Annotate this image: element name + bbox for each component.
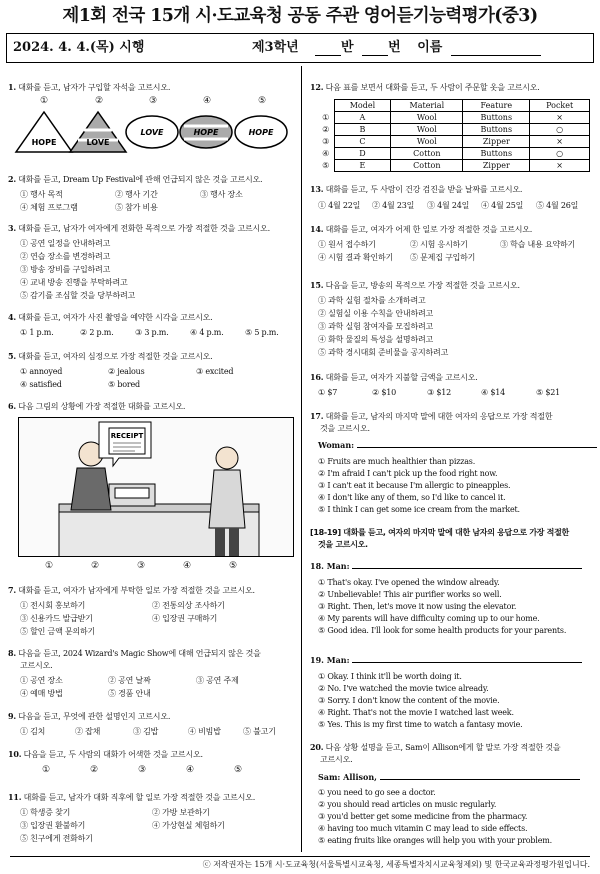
q3-option-4[interactable]: ④ 교내 방송 진행을 부탁하려고 — [20, 278, 128, 287]
row-choice[interactable]: ② — [322, 124, 330, 134]
svg-text:HOPE: HOPE — [193, 128, 219, 137]
question-5: 5. 대화를 듣고, 여자의 심정으로 가장 적절한 것을 고르시오. — [8, 351, 213, 361]
cell: Buttons — [463, 124, 530, 136]
name-label: 이름 — [417, 40, 443, 55]
question-6: 6. 다음 그림의 상황에 가장 적절한 대화를 고르시오. — [8, 401, 186, 411]
cell: Buttons — [463, 112, 530, 124]
question-3: 3. 대화를 듣고, 남자가 여자에게 전화한 목적으로 가장 적절한 것을 고르시오. — [8, 223, 270, 233]
student-info — [315, 40, 541, 56]
q16-option-1[interactable]: ① $7 — [318, 388, 338, 397]
q1-choice-5[interactable]: ⑤ — [258, 96, 267, 106]
q7-option-3[interactable]: ③ 신용카드 발급받기 — [20, 614, 93, 623]
col-pocket: Pocket — [530, 100, 590, 112]
q9-option-1[interactable]: ① 김치 — [20, 727, 46, 736]
q5-option-1[interactable]: ① annoyed — [20, 367, 63, 376]
q9-option-4[interactable]: ④ 비빔밥 — [188, 727, 221, 736]
row-choice[interactable]: ① — [322, 112, 330, 122]
q14-option-3[interactable]: ③ 학습 내용 요약하기 — [500, 240, 576, 249]
question-10: 10. 다음을 듣고, 두 사람의 대화가 어색한 것을 고르시오. — [8, 749, 203, 759]
q2-option-3[interactable]: ③ 행사 장소 — [200, 190, 243, 199]
q6-illustration — [18, 417, 294, 557]
question-20-line2: 고르시오. — [320, 755, 353, 764]
q15-option-1[interactable]: ① 과학 실험 절차를 소개하려고 — [318, 296, 426, 305]
q20-option-4[interactable]: ④ having too much vitamin C may lead to side effects. — [318, 824, 528, 833]
q13-option-1[interactable]: ① 4월 22일 — [318, 201, 361, 210]
q4-option-3[interactable]: ③ 3 p.m. — [135, 328, 169, 337]
answer-line — [352, 561, 582, 569]
svg-text:HOPE: HOPE — [31, 138, 57, 147]
cell: A — [334, 112, 391, 124]
q10-choice-2[interactable]: ② — [90, 765, 99, 775]
table-row[interactable] — [318, 160, 590, 172]
q5-option-3[interactable]: ③ excited — [196, 367, 234, 376]
q20-option-3[interactable]: ③ you'd better get some medicine from the pharmacy. — [318, 812, 528, 821]
answer-line — [352, 655, 582, 663]
question-18: 18. Man: — [310, 561, 582, 572]
cell: × — [530, 112, 590, 124]
q15-option-3[interactable]: ③ 과학 실험 참여자를 모집하려고 — [318, 322, 434, 331]
q2-option-5[interactable]: ⑤ 참가 비용 — [115, 203, 158, 212]
svg-text:HOPE: HOPE — [248, 128, 274, 137]
q8-option-1[interactable]: ① 공연 장소 — [20, 676, 63, 685]
column-divider — [301, 66, 302, 852]
q17-option-1[interactable]: ① Fruits are much healthier than pizzas. — [318, 457, 476, 466]
question-2: 2. 대화를 듣고, Dream Up Festival에 관해 언급되지 않은 것을 고르시오. — [8, 174, 263, 184]
q5-option-4[interactable]: ④ satisfied — [20, 380, 62, 389]
table-row[interactable] — [318, 148, 590, 160]
answer-line — [380, 772, 580, 780]
row-choice[interactable]: ④ — [322, 148, 330, 158]
cell: Wool — [391, 124, 463, 136]
q3-option-1[interactable]: ① 공연 일정을 안내하려고 — [20, 239, 111, 248]
q4-option-2[interactable]: ② 2 p.m. — [80, 328, 114, 337]
q6-choice-5[interactable]: ⑤ — [229, 561, 238, 571]
q13-option-5[interactable]: ⑤ 4월 26일 — [536, 201, 579, 210]
q8-option-3[interactable]: ③ 공연 주제 — [196, 676, 239, 685]
magnet-3-cloud — [126, 116, 178, 148]
q3-option-5[interactable]: ⑤ 감기를 조심할 것을 당부하려고 — [20, 291, 136, 300]
q3-option-3[interactable]: ③ 방송 장비를 구입하려고 — [20, 265, 111, 274]
q11-option-5[interactable]: ⑤ 친구에게 전화하기 — [20, 834, 93, 843]
q11-option-3[interactable]: ③ 입장권 환불하기 — [20, 821, 86, 830]
q9-option-2[interactable]: ② 잡채 — [75, 727, 101, 736]
exam-title: 제1회 전국 15개 시·도교육청 공동 주관 영어듣기능력평가(중3) — [62, 6, 538, 26]
q1-choice-4[interactable]: ④ — [203, 96, 212, 106]
question-16: 16. 대화를 듣고, 여자가 지불할 금액을 고르시오. — [310, 372, 478, 382]
q17-option-3[interactable]: ③ I can't eat it because I'm allergic to pineapples. — [318, 481, 511, 490]
q10-choice-3[interactable]: ③ — [138, 765, 147, 775]
row-choice[interactable]: ③ — [322, 136, 330, 146]
cell: × — [530, 136, 590, 148]
q15-option-4[interactable]: ④ 화학 물질의 특성을 설명하려고 — [318, 335, 434, 344]
q2-option-2[interactable]: ② 행사 기간 — [115, 190, 158, 199]
question-17: 17. 대화를 듣고, 남자의 마지막 말에 대한 여자의 응답으로 가장 적절한 — [310, 411, 553, 421]
q11-option-2[interactable]: ② 가방 보관하기 — [152, 808, 210, 817]
q9-option-3[interactable]: ③ 김밥 — [133, 727, 159, 736]
question-4: 4. 대화를 듣고, 여자가 사진 촬영을 예약한 시각을 고르시오. — [8, 312, 213, 322]
svg-text:LOVE: LOVE — [86, 138, 110, 147]
col-model: Model — [334, 100, 391, 112]
table-header-row — [318, 100, 590, 112]
q17-speaker: Woman: — [318, 440, 597, 451]
q19-option-5[interactable]: ⑤ Yes. This is my first time to watch a fantasy movie. — [318, 720, 523, 729]
question-1: 1. 대화를 듣고, 남자가 구입할 자석을 고르시오. — [8, 82, 171, 92]
svg-text:LOVE: LOVE — [140, 128, 164, 137]
q16-option-4[interactable]: ④ $14 — [481, 388, 505, 397]
q14-option-4[interactable]: ④ 시험 결과 확인하기 — [318, 253, 394, 262]
q19-option-4[interactable]: ④ Right. That's not the movie I watched last week. — [318, 708, 514, 717]
cell: Zipper — [463, 160, 530, 172]
q6-choice-3[interactable]: ③ — [137, 561, 146, 571]
exam-date: 2024. 4. 4.(목) 시행 — [13, 40, 145, 55]
q2-option-4[interactable]: ④ 체험 프로그램 — [20, 203, 78, 212]
cell: Wool — [391, 136, 463, 148]
q15-option-2[interactable]: ② 실험실 이용 수칙을 안내하려고 — [318, 309, 434, 318]
name-blank[interactable] — [451, 44, 541, 56]
q7-option-2[interactable]: ② 전통의상 조사하기 — [152, 601, 225, 610]
q20-option-2[interactable]: ② you should read articles on music regularly. — [318, 800, 497, 809]
class-label: 반 — [341, 40, 354, 55]
q18-option-5[interactable]: ⑤ Good idea. I'll look for some health products for your parents. — [318, 626, 567, 635]
cell: B — [334, 124, 391, 136]
magnet-images — [12, 110, 292, 156]
q17-option-5[interactable]: ⑤ I think I can get some ice cream from the market. — [318, 505, 520, 514]
q14-option-2[interactable]: ② 시험 응시하기 — [410, 240, 468, 249]
q18-19-instruction: [18-19] 대화를 듣고, 여자의 마지막 말에 대한 남자의 응답으로 가장 적절한 것을 고르시오. — [310, 528, 569, 549]
q15-option-5[interactable]: ⑤ 과학 경시대회 준비물을 공지하려고 — [318, 348, 449, 357]
q20-speaker: Sam: Allison, — [318, 772, 580, 783]
q11-option-1[interactable]: ① 학생증 찾기 — [20, 808, 71, 817]
q18-option-2[interactable]: ② Unbelievable! This air purifier works so well. — [318, 590, 502, 599]
q6-choice-2[interactable]: ② — [91, 561, 100, 571]
magnet-2-striped-triangle — [70, 112, 126, 152]
q9-option-5[interactable]: ⑤ 불고기 — [243, 727, 276, 736]
question-19: 19. Man: — [310, 655, 582, 666]
q10-choice-5[interactable]: ⑤ — [234, 765, 243, 775]
q7-option-5[interactable]: ⑤ 할인 금액 문의하기 — [20, 627, 96, 636]
q1-choice-2[interactable]: ② — [95, 96, 104, 106]
row-choice[interactable]: ⑤ — [322, 160, 330, 170]
q20-option-1[interactable]: ① you need to go see a doctor. — [318, 788, 436, 797]
magnet-5-cloud — [235, 116, 287, 148]
cell: ○ — [530, 148, 590, 160]
q7-option-1[interactable]: ① 전시회 홍보하기 — [20, 601, 86, 610]
q16-option-2[interactable]: ② $10 — [372, 388, 396, 397]
col-feature: Feature — [463, 100, 530, 112]
q13-option-2[interactable]: ② 4월 23일 — [372, 201, 415, 210]
q17-option-2[interactable]: ② I'm afraid I can't pick up the food right now. — [318, 469, 498, 478]
q17-option-4[interactable]: ④ I don't like any of them, so I'd like to cancel it. — [318, 493, 506, 502]
grade-label: 제3학년 — [252, 40, 299, 55]
magnet-4-striped-cloud — [180, 116, 232, 148]
q4-option-1[interactable]: ① 1 p.m. — [20, 328, 54, 337]
q10-choice-1[interactable]: ① — [42, 765, 51, 775]
q18-option-1[interactable]: ① That's okay. I've opened the window already. — [318, 578, 500, 587]
q4-option-4[interactable]: ④ 4 p.m. — [190, 328, 224, 337]
question-8-line2: 고르시오. — [20, 661, 53, 670]
cell: × — [530, 160, 590, 172]
q13-option-4[interactable]: ④ 4월 25일 — [481, 201, 524, 210]
q20-option-5[interactable]: ⑤ eating fruits like oranges will help you with your problem. — [318, 836, 552, 845]
q19-option-1[interactable]: ① Okay. I think it'll be worth doing it. — [318, 672, 462, 681]
q18-option-4[interactable]: ④ My parents will have difficulty coming up to our home. — [318, 614, 540, 623]
q4-option-5[interactable]: ⑤ 5 p.m. — [245, 328, 279, 337]
question-11: 11. 대화를 듣고, 남자가 대화 직후에 할 일로 가장 적절한 것을 고르시오. — [8, 792, 256, 802]
q12-table — [318, 99, 590, 172]
q16-option-5[interactable]: ⑤ $21 — [536, 388, 560, 397]
cell: ○ — [530, 124, 590, 136]
magnet-1-triangle — [16, 112, 72, 152]
cell: D — [334, 148, 391, 160]
question-17-line2: 것을 고르시오. — [320, 424, 370, 433]
question-8: 8. 다음을 듣고, 2024 Wizard's Magic Show에 대해 언급되지 않은 것을 — [8, 648, 261, 658]
q8-option-2[interactable]: ② 공연 날짜 — [108, 676, 151, 685]
copyright-footer: ⓒ 저작권자는 15개 시·도교육청(서울특별시교육청, 세종특별자치시교육청제외) 및 한국교육과정평가원입니다. — [10, 856, 590, 870]
cell: Zipper — [463, 136, 530, 148]
q8-option-5[interactable]: ⑤ 경품 안내 — [108, 689, 151, 698]
q6-choice-4[interactable]: ④ — [183, 561, 192, 571]
exam-header-box — [6, 33, 594, 63]
question-12: 12. 다음 표를 보면서 대화를 듣고, 두 사람이 주문할 옷을 고르시오. — [310, 82, 540, 92]
q5-option-5[interactable]: ⑤ bored — [108, 380, 140, 389]
cell: C — [334, 136, 391, 148]
cell: Cotton — [391, 148, 463, 160]
question-9: 9. 다음을 듣고, 무엇에 관한 설명인지 고르시오. — [8, 711, 171, 721]
q19-option-2[interactable]: ② No. I've watched the movie twice already. — [318, 684, 489, 693]
q13-option-3[interactable]: ③ 4월 24일 — [427, 201, 470, 210]
q6-choice-1[interactable]: ① — [45, 561, 54, 571]
class-blank[interactable] — [315, 44, 341, 56]
q8-option-4[interactable]: ④ 예매 방법 — [20, 689, 63, 698]
number-label: 번 — [388, 40, 401, 55]
q14-option-1[interactable]: ① 원서 접수하기 — [318, 240, 376, 249]
q16-option-3[interactable]: ③ $12 — [427, 388, 451, 397]
q2-option-1[interactable]: ① 행사 목적 — [20, 190, 63, 199]
q1-choice-3[interactable]: ③ — [149, 96, 158, 106]
cell: Cotton — [391, 160, 463, 172]
cell: E — [334, 160, 391, 172]
col-material: Material — [391, 100, 463, 112]
q14-option-5[interactable]: ⑤ 문제집 구입하기 — [410, 253, 476, 262]
question-14: 14. 대화를 듣고, 여자가 어제 한 일로 가장 적절한 것을 고르시오. — [310, 224, 533, 234]
q3-option-2[interactable]: ② 연습 장소를 변경하려고 — [20, 252, 111, 261]
q10-choice-4[interactable]: ④ — [186, 765, 195, 775]
table-row[interactable] — [318, 112, 590, 124]
answer-line — [357, 440, 597, 448]
q7-option-4[interactable]: ④ 입장권 구매하기 — [152, 614, 218, 623]
q5-option-2[interactable]: ② jealous — [108, 367, 145, 376]
question-7: 7. 대화를 듣고, 여자가 남자에게 부탁한 일로 가장 적절한 것을 고르시오. — [8, 585, 255, 595]
question-13: 13. 대화를 듣고, 두 사람이 건강 검진을 받을 날짜를 고르시오. — [310, 184, 523, 194]
question-20: 20. 다음 상황 설명을 듣고, Sam이 Allison에게 할 말로 가장 적절한 것을 — [310, 742, 561, 752]
q19-option-3[interactable]: ③ Sorry. I don't know the content of the movie. — [318, 696, 500, 705]
table-row[interactable] — [318, 136, 590, 148]
cell: Buttons — [463, 148, 530, 160]
receipt-text: RECEIPT — [110, 432, 144, 440]
table-row[interactable] — [318, 124, 590, 136]
q11-option-4[interactable]: ④ 가상현실 체험하기 — [152, 821, 225, 830]
question-15: 15. 다음을 듣고, 방송의 목적으로 가장 적절한 것을 고르시오. — [310, 280, 520, 290]
number-blank[interactable] — [362, 44, 388, 56]
cell: Wool — [391, 112, 463, 124]
q18-option-3[interactable]: ③ Right. Then, let's move it now using the elevator. — [318, 602, 517, 611]
checkout-scene — [19, 418, 294, 557]
q1-choice-1[interactable]: ① — [40, 96, 49, 106]
